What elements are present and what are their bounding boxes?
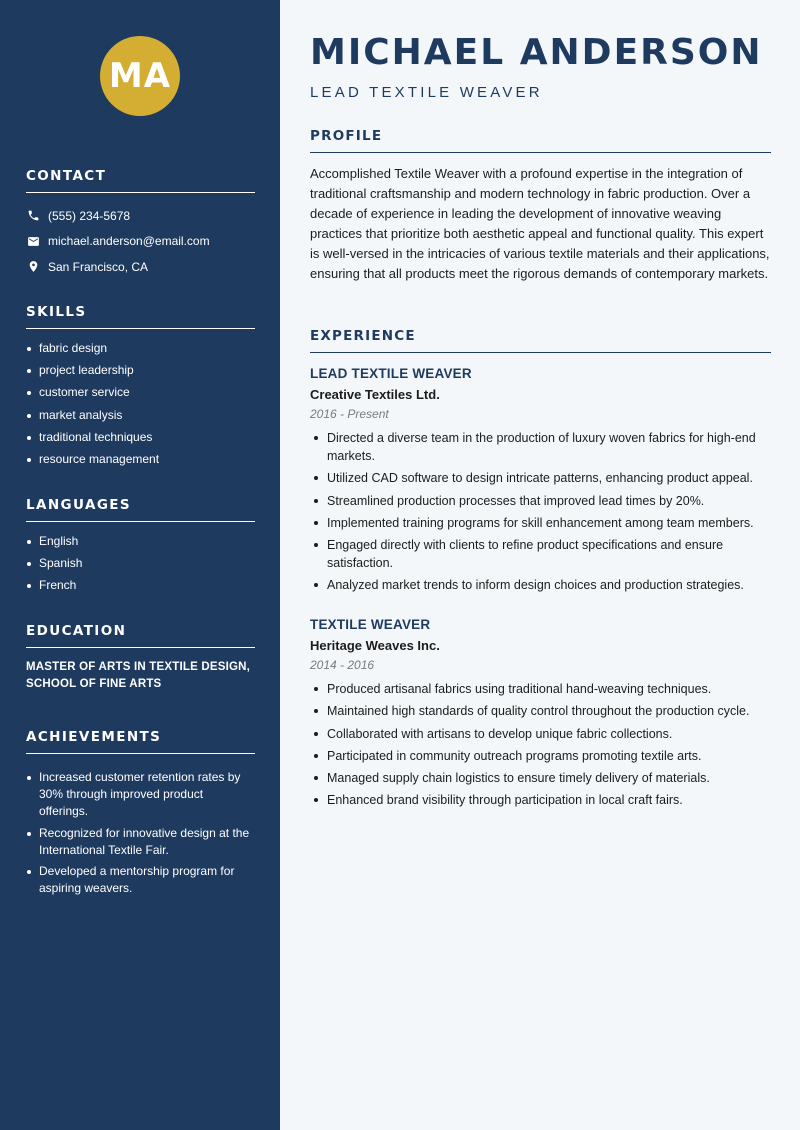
candidate-title: LEAD TEXTILE WEAVER xyxy=(310,84,543,101)
job-bullets xyxy=(310,680,771,809)
achievement-item: Developed a mentorship program for aspiring weavers. xyxy=(26,863,255,897)
achievement-item: Increased customer retention rates by 30% through improved product offerings. xyxy=(26,769,255,820)
skills-section xyxy=(26,304,255,473)
job-bullet: Participated in community outreach programs promoting textile arts. xyxy=(310,747,771,765)
education-entry: MASTER OF ARTS IN TEXTILE DESIGN, SCHOOL OF FINE ARTS xyxy=(26,661,251,690)
job-bullet: Implemented training programs for skill enhancement among team members. xyxy=(310,514,771,532)
job-bullet: Analyzed market trends to inform design choices and production strategies. xyxy=(310,576,771,594)
email-text[interactable]: michael.anderson@email.com xyxy=(48,234,210,249)
contact-list xyxy=(26,203,255,280)
skill-item: customer service xyxy=(26,384,255,401)
job-bullet: Managed supply chain logistics to ensure timely delivery of materials. xyxy=(310,769,771,787)
contact-phone xyxy=(26,203,255,229)
skill-item: resource management xyxy=(26,451,255,468)
education-heading: EDUCATION xyxy=(26,623,255,648)
experience-heading: EXPERIENCE xyxy=(310,328,771,353)
achievement-item: Recognized for innovative design at the International Textile Fair. xyxy=(26,825,255,859)
achievements-heading: ACHIEVEMENTS xyxy=(26,729,255,754)
skill-item: market analysis xyxy=(26,407,255,424)
job-bullets xyxy=(310,429,771,594)
achievements-section xyxy=(26,729,255,902)
job-company: Heritage Weaves Inc. xyxy=(310,638,440,653)
job-bullet: Streamlined production processes that improved lead times by 20%. xyxy=(310,492,771,510)
location-pin-icon xyxy=(26,260,40,274)
job-bullet: Produced artisanal fabrics using traditional hand-weaving techniques. xyxy=(310,680,771,698)
language-item: French xyxy=(26,577,255,594)
profile-section xyxy=(310,128,771,284)
job-bullet: Collaborated with artisans to develop unique fabric collections. xyxy=(310,725,771,743)
profile-heading: PROFILE xyxy=(310,128,771,153)
skills-heading: SKILLS xyxy=(26,304,255,329)
location-text: San Francisco, CA xyxy=(48,259,149,274)
skill-item: fabric design xyxy=(26,340,255,357)
job-dates: 2014 - 2016 xyxy=(310,658,375,672)
languages-list xyxy=(26,533,255,594)
phone-icon xyxy=(26,209,40,223)
job-role: LEAD TEXTILE WEAVER xyxy=(310,366,472,381)
phone-text[interactable]: (555) 234-5678 xyxy=(48,208,131,223)
job-bullet: Directed a diverse team in the production of luxury woven fabrics for high-end markets. xyxy=(310,429,771,465)
job-bullet: Engaged directly with clients to refine product specifications and ensure satisfaction. xyxy=(310,536,771,572)
profile-text: Accomplished Textile Weaver with a profound expertise in the integration of traditional craftsmanship and modern technology in fabric production. Over a decade of experience in leading the development of innovative weaving practices that prioritize both aesthetic appeal and functional quality. This expert is well-versed in the intricacies of various textile materials and their applications, ensuring that all products meet the rigorous demands of contemporary markets. xyxy=(310,166,770,281)
achievements-list xyxy=(26,769,255,897)
mail-icon xyxy=(26,234,40,248)
contact-email xyxy=(26,229,255,255)
job-bullet: Utilized CAD software to design intricate patterns, enhancing product appeal. xyxy=(310,469,771,487)
job-bullet: Enhanced brand visibility through participation in local craft fairs. xyxy=(310,791,771,809)
job-role: TEXTILE WEAVER xyxy=(310,617,431,632)
language-item: Spanish xyxy=(26,555,255,572)
experience-section xyxy=(310,328,771,353)
education-section xyxy=(26,623,255,693)
contact-heading: CONTACT xyxy=(26,168,255,193)
sidebar xyxy=(0,0,280,1130)
job-bullet: Maintained high standards of quality control throughout the production cycle. xyxy=(310,702,771,720)
language-item: English xyxy=(26,533,255,550)
job-company: Creative Textiles Ltd. xyxy=(310,387,440,402)
job-dates: 2016 - Present xyxy=(310,407,389,421)
candidate-name: MICHAEL ANDERSON xyxy=(310,32,763,73)
avatar: MA xyxy=(100,36,180,116)
skill-item: project leadership xyxy=(26,362,255,379)
languages-heading: LANGUAGES xyxy=(26,497,255,522)
contact-location xyxy=(26,254,255,280)
languages-section xyxy=(26,497,255,600)
contact-section xyxy=(26,168,255,280)
skill-item: traditional techniques xyxy=(26,429,255,446)
job-entry xyxy=(310,617,771,814)
job-entry xyxy=(310,366,771,599)
skills-list xyxy=(26,340,255,468)
